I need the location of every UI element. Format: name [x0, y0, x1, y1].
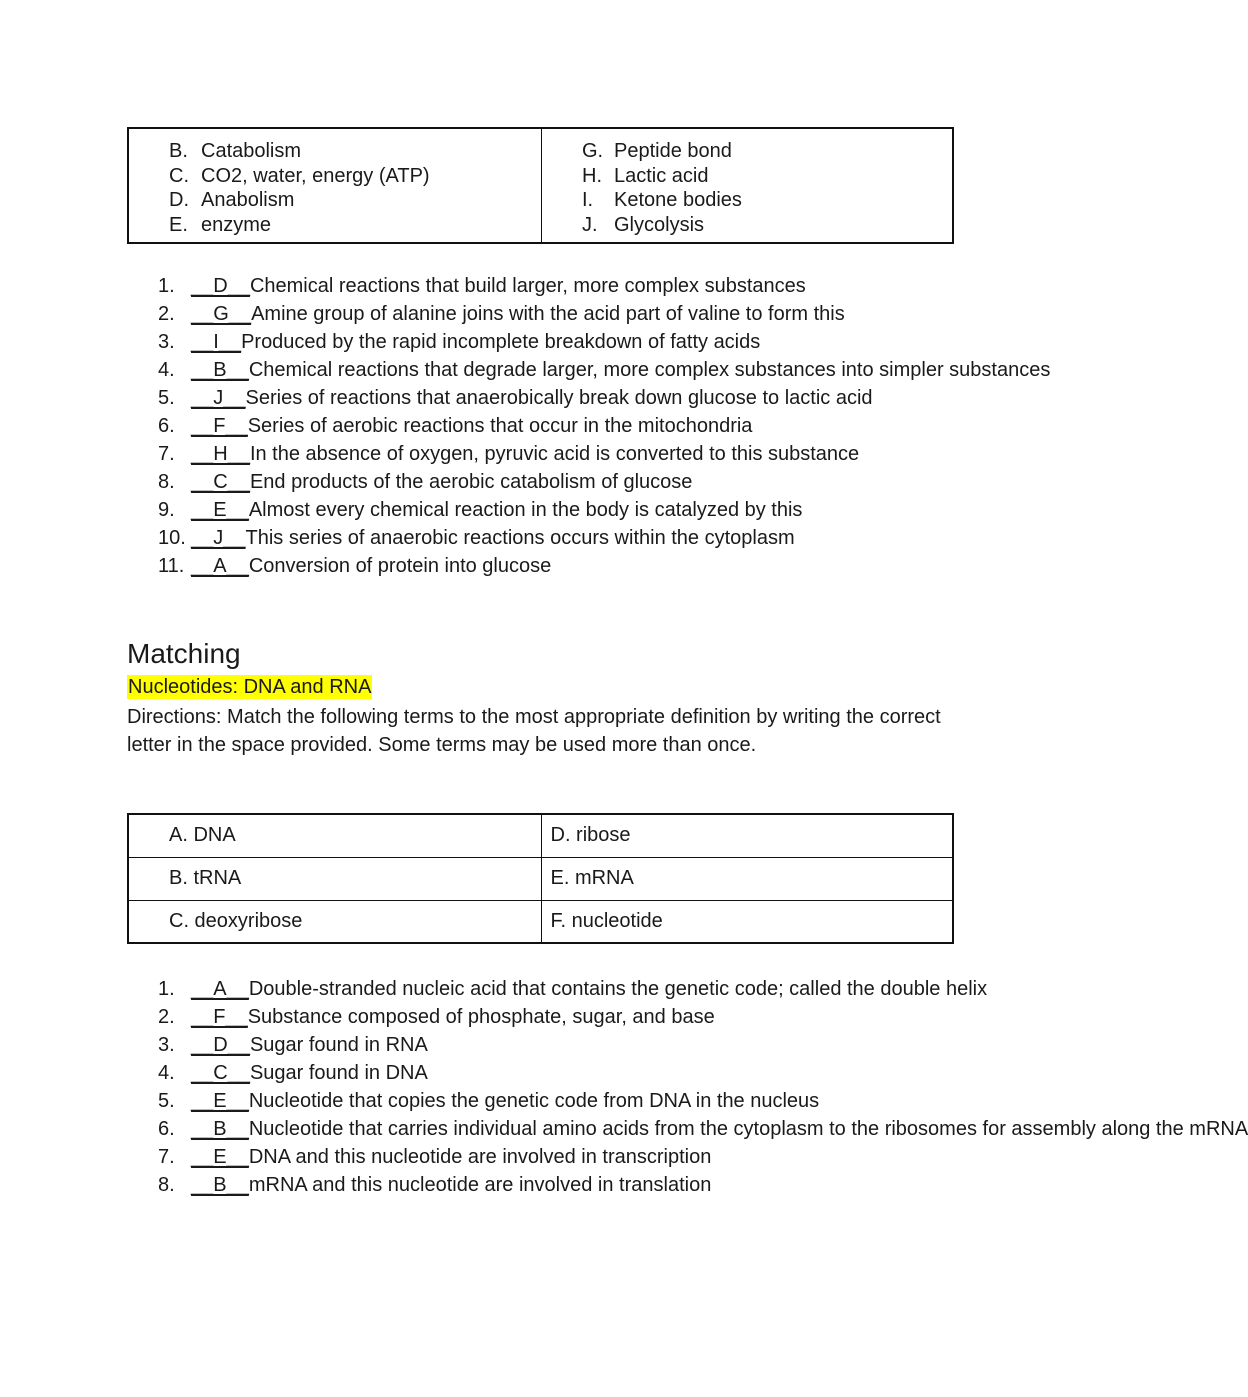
question-item: 5. __J__Series of reactions that anaerobically break down glucose to lactic acid [158, 384, 928, 412]
answer-blank: __D__ [191, 275, 250, 297]
question-item: 9. __E__Almost every chemical reaction in the body is catalyzed by this [158, 496, 928, 524]
table-cell: E. mRNA [541, 857, 953, 900]
answer-blank: __B__ [191, 1174, 249, 1196]
table-row [128, 900, 953, 943]
directions-text: Directions: Match the following terms to the most appropriate definition by writing the correct letter in the space provided. Some terms may be used more than once. [127, 706, 941, 756]
answer-blank: __H__ [191, 443, 250, 465]
option-item: D. Anabolism [169, 189, 295, 211]
options-table-2 [127, 813, 954, 944]
question-item: 2. __G__Amine group of alanine joins with the acid part of valine to form this [158, 300, 928, 328]
answer-blank: __G__ [191, 303, 252, 325]
question-item: 6. __F__Series of aerobic reactions that occur in the mitochondria [158, 412, 928, 440]
options-column-right [542, 129, 952, 242]
answer-blank: __B__ [191, 1118, 249, 1140]
question-item: 3. __D__Sugar found in RNA [158, 1031, 928, 1059]
options-column-left [129, 129, 542, 242]
option-item: B. Catabolism [169, 140, 302, 162]
answer-blank: __F__ [191, 1006, 248, 1028]
option-item: I. Ketone bodies [582, 189, 742, 211]
option-item: H. Lactic acid [582, 164, 709, 187]
table-row [128, 857, 953, 900]
table-row [128, 814, 953, 857]
section-title: Matching [127, 638, 241, 669]
table-cell: A. DNA [128, 814, 541, 857]
question-item: 6. __B__Nucleotide that carries individual amino acids from the cytoplasm to the ribosomes for assembly along the mRNA [158, 1115, 928, 1143]
question-item: 11. __A__Conversion of protein into glucose [158, 552, 928, 580]
table-cell: B. tRNA [128, 857, 541, 900]
answer-blank: __C__ [191, 1062, 250, 1084]
question-item: 2. __F__Substance composed of phosphate, sugar, and base [158, 1003, 928, 1031]
question-item: 5. __E__Nucleotide that copies the genetic code from DNA in the nucleus [158, 1087, 928, 1115]
question-item: 8. __C__End products of the aerobic catabolism of glucose [158, 468, 928, 496]
option-item: E. enzyme [169, 213, 272, 236]
question-list-2 [158, 975, 1248, 1199]
answer-blank: __A__ [191, 555, 249, 577]
option-item: J. Glycolysis [582, 213, 705, 236]
answer-blank: __J__ [191, 387, 246, 409]
question-item: 8. __B__mRNA and this nucleotide are involved in translation [158, 1171, 928, 1199]
answer-blank: __C__ [191, 471, 250, 493]
table-cell: F. nucleotide [541, 900, 953, 943]
section-subtitle: Nucleotides: DNA and RNA [128, 676, 372, 698]
option-item: C. CO2, water, energy (ATP) [169, 164, 430, 187]
answer-blank: __F__ [191, 415, 248, 437]
answer-blank: __J__ [191, 527, 246, 549]
answer-blank: __B__ [191, 359, 249, 381]
question-item: 10. __J__This series of anaerobic reactions occurs within the cytoplasm [158, 524, 928, 552]
question-item: 1. __A__Double-stranded nucleic acid that contains the genetic code; called the double helix [158, 975, 928, 1003]
question-list-1 [158, 272, 1051, 580]
question-item: 7. __E__DNA and this nucleotide are involved in transcription [158, 1143, 928, 1171]
question-item: 1. __D__Chemical reactions that build larger, more complex substances [158, 272, 928, 300]
options-table-1 [127, 127, 954, 244]
question-item: 3. __I__Produced by the rapid incomplete breakdown of fatty acids [158, 328, 928, 356]
table-cell: C. deoxyribose [128, 900, 541, 943]
question-item: 7. __H__In the absence of oxygen, pyruvic acid is converted to this substance [158, 440, 928, 468]
answer-blank: __E__ [191, 499, 249, 521]
table-cell: D. ribose [541, 814, 953, 857]
answer-blank: __E__ [191, 1146, 249, 1168]
answer-blank: __I__ [191, 331, 242, 353]
option-item: G. Peptide bond [582, 140, 732, 162]
answer-blank: __A__ [191, 978, 249, 1000]
question-item: 4. __B__Chemical reactions that degrade larger, more complex substances into simpler substances [158, 356, 928, 384]
answer-blank: __E__ [191, 1090, 249, 1112]
answer-blank: __D__ [191, 1034, 250, 1056]
question-item: 4. __C__Sugar found in DNA [158, 1059, 928, 1087]
